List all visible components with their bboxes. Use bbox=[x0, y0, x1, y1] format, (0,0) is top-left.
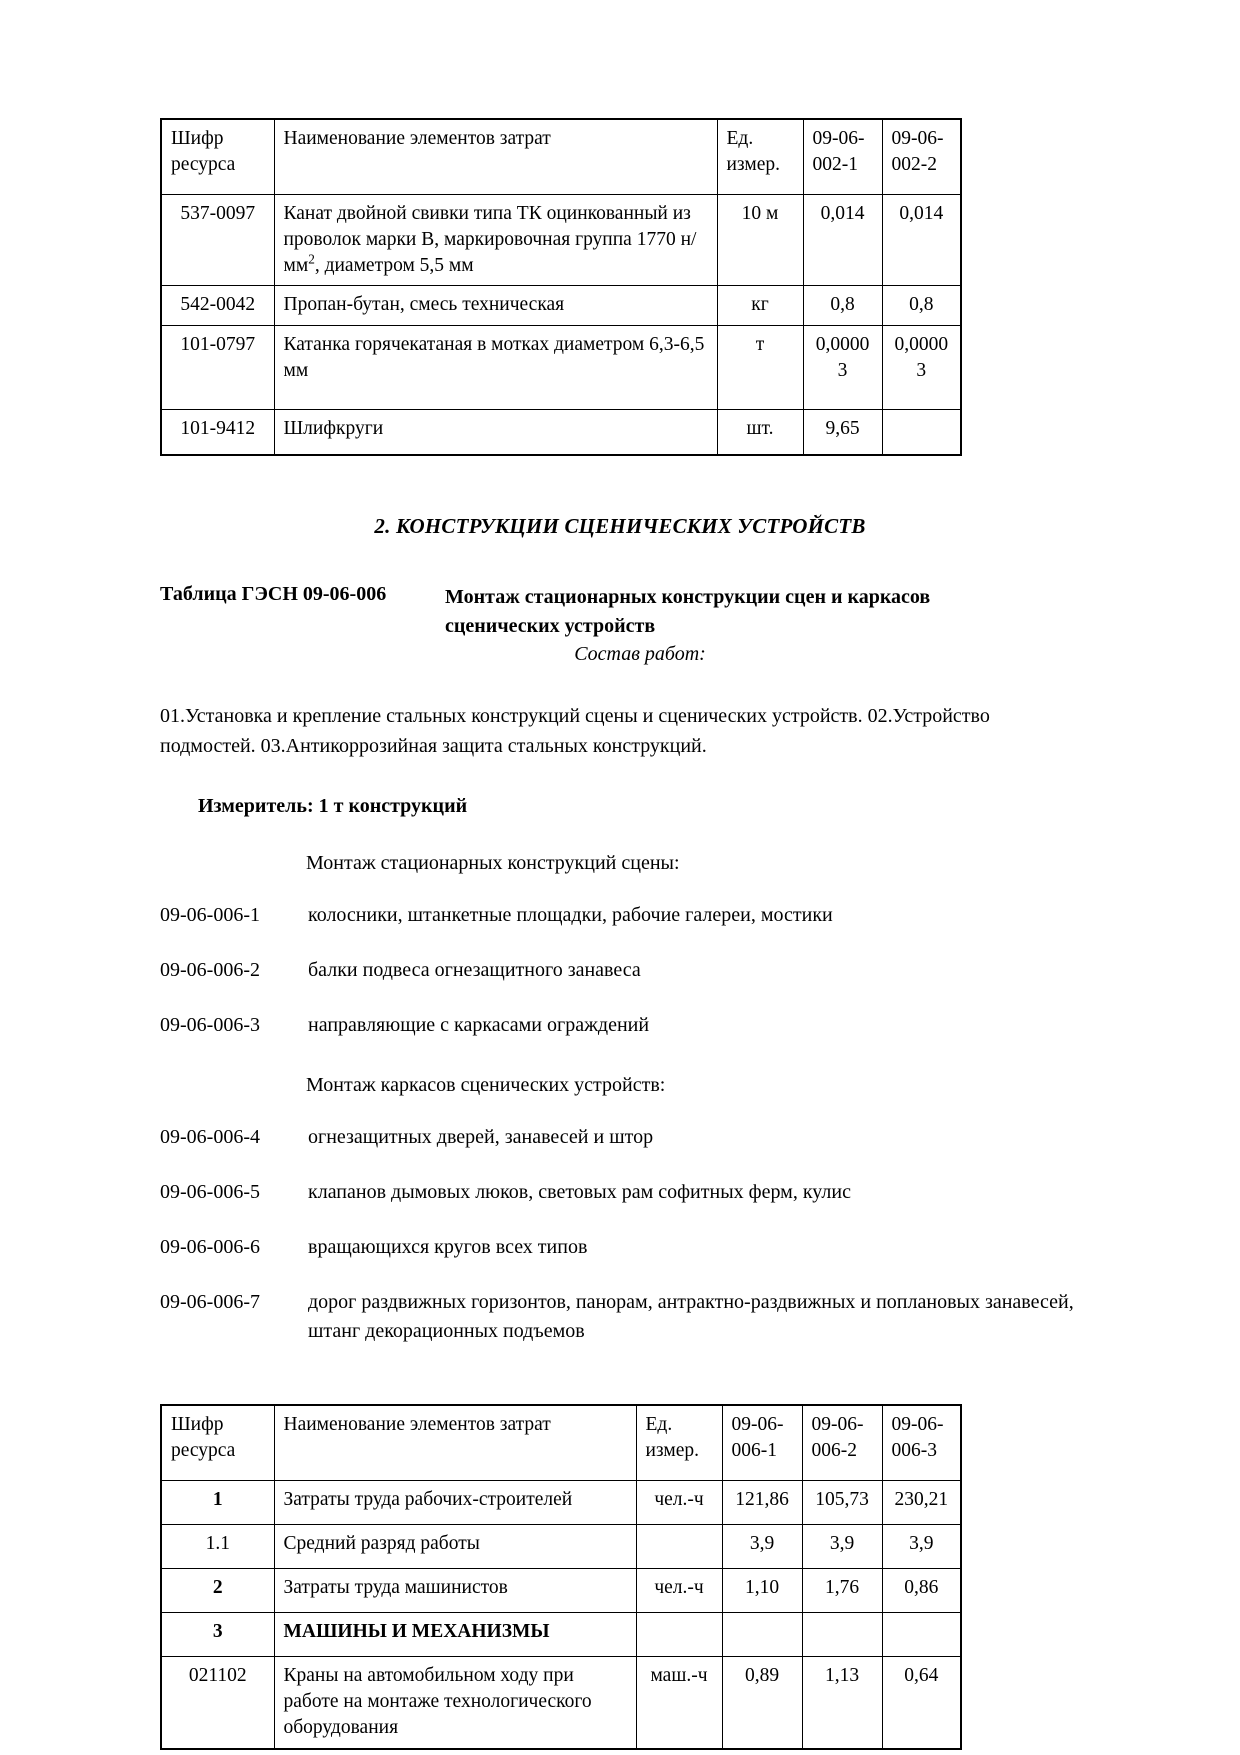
cell-name: МАШИНЫ И МЕХАНИЗМЫ bbox=[274, 1613, 636, 1657]
header-cell-unit bbox=[636, 1405, 722, 1481]
list-item bbox=[160, 1178, 1080, 1207]
table-row bbox=[161, 1657, 961, 1749]
table-row bbox=[161, 1481, 961, 1525]
izmeritel-label: Измеритель: 1 т конструкций bbox=[198, 795, 468, 818]
cell-unit: маш.-ч bbox=[636, 1657, 722, 1749]
header-cell-name: Наименование элементов затрат bbox=[274, 1405, 636, 1481]
list-item bbox=[160, 1288, 1080, 1346]
list-item-code: 09-06-006-6 bbox=[160, 1236, 260, 1259]
cell-value-1: 1,10 bbox=[722, 1569, 802, 1613]
table-header-row bbox=[161, 119, 961, 195]
header-col3-line2: 006-3 bbox=[891, 1440, 937, 1462]
table-block-title-line1: Монтаж стационарных конструкции сцен и каркасов bbox=[445, 586, 931, 608]
list-item-text: огнезащитных дверей, занавесей и штор bbox=[308, 1126, 654, 1149]
cell-unit: чел.-ч bbox=[636, 1481, 722, 1525]
list-item-code: 09-06-006-5 bbox=[160, 1181, 260, 1204]
cell-code: 1 bbox=[161, 1481, 274, 1525]
header-cell-unit bbox=[717, 119, 803, 195]
header-col1-line2: 002-1 bbox=[812, 154, 858, 176]
cell-value-1: 0,89 bbox=[722, 1657, 802, 1749]
header-code-line1: Шифр bbox=[171, 128, 224, 149]
list-item-text: направляющие с каркасами ограждений bbox=[308, 1014, 650, 1037]
header-col1-line1: 09-06- bbox=[731, 1414, 784, 1436]
table-row bbox=[161, 195, 961, 286]
list-item-text: дорог раздвижных горизонтов, панорам, антрактно-раздвижных и поплановых занавесей, штанг декорационных подъемов bbox=[308, 1291, 1074, 1343]
cell-name: Затраты труда рабочих-строителей bbox=[274, 1481, 636, 1525]
cell-value-1: 3,9 bbox=[722, 1525, 802, 1569]
cell-name: Пропан-бутан, смесь техническая bbox=[274, 286, 717, 325]
cell-code: 2 bbox=[161, 1569, 274, 1613]
cell-value-1: 0,014 bbox=[803, 195, 882, 286]
list-item bbox=[160, 1011, 1080, 1040]
header-cell-code bbox=[161, 1405, 274, 1481]
table-header-row bbox=[161, 1405, 961, 1481]
table-row bbox=[161, 1613, 961, 1657]
cell-unit: шт. bbox=[717, 409, 803, 455]
cell-name: Катанка горячекатаная в мотках диаметром 6,3-6,5 мм bbox=[274, 325, 717, 409]
cell-value-2: 1,13 bbox=[802, 1657, 882, 1749]
cell-value-3: 0,64 bbox=[882, 1657, 961, 1749]
cell-name: Краны на автомобильном ходу при работе на монтаже технологического оборудования bbox=[274, 1657, 636, 1749]
list-item bbox=[160, 901, 1080, 930]
cell-value-1: 0,00003 bbox=[803, 325, 882, 409]
header-code-line1: Шифр bbox=[171, 1414, 224, 1436]
cell-unit: 10 м bbox=[717, 195, 803, 286]
header-cell-col2 bbox=[882, 119, 961, 195]
list-item-text: балки подвеса огнезащитного занавеса bbox=[308, 959, 641, 982]
header-col3-line1: 09-06- bbox=[891, 1414, 944, 1436]
cell-name: Средний разряд работы bbox=[274, 1525, 636, 1569]
cell-value-3: 230,21 bbox=[882, 1481, 961, 1525]
cell-value-2 bbox=[802, 1613, 882, 1657]
table-row bbox=[161, 1525, 961, 1569]
header-cell-col3 bbox=[882, 1405, 961, 1481]
group-title-2: Монтаж каркасов сценических устройств: bbox=[306, 1074, 666, 1097]
cell-name-part2: , диаметром 5,5 мм bbox=[314, 255, 474, 277]
group-title-1: Монтаж стационарных конструкций сцены: bbox=[306, 852, 680, 875]
resource-table-09-06-002 bbox=[160, 118, 962, 456]
list-item bbox=[160, 956, 1080, 985]
cell-code: 101-9412 bbox=[161, 409, 274, 455]
cell-code: 537-0097 bbox=[161, 195, 274, 286]
header-cell-col1 bbox=[722, 1405, 802, 1481]
list-item-text: клапанов дымовых люков, световых рам софитных ферм, кулис bbox=[308, 1181, 851, 1204]
cell-value-1: 121,86 bbox=[722, 1481, 802, 1525]
cell-unit bbox=[636, 1613, 722, 1657]
header-col1-line1: 09-06- bbox=[812, 128, 865, 149]
header-unit-line1: Ед. bbox=[726, 128, 754, 149]
table-block-title-line2: сценических устройств bbox=[445, 615, 656, 637]
list-item-text: вращающихся кругов всех типов bbox=[308, 1236, 588, 1259]
list-item-code: 09-06-006-7 bbox=[160, 1291, 260, 1314]
cell-value-2 bbox=[882, 409, 961, 455]
list-item bbox=[160, 1233, 1080, 1262]
header-col2-line1: 09-06- bbox=[811, 1414, 864, 1436]
resource-table-09-06-006 bbox=[160, 1404, 962, 1749]
cell-unit: чел.-ч bbox=[636, 1569, 722, 1613]
header-cell-code bbox=[161, 119, 274, 195]
list-item-text: колосники, штанкетные площадки, рабочие галереи, мостики bbox=[308, 904, 833, 927]
cell-name: Затраты труда машинистов bbox=[274, 1569, 636, 1613]
header-cell-name: Наименование элементов затрат bbox=[274, 119, 717, 195]
header-unit-line2: измер. bbox=[726, 154, 780, 176]
cell-value-3: 0,86 bbox=[882, 1569, 961, 1613]
cell-value-3 bbox=[882, 1613, 961, 1657]
header-code-line2: ресурса bbox=[171, 1440, 236, 1462]
cell-unit: кг bbox=[717, 286, 803, 325]
header-cell-col2 bbox=[802, 1405, 882, 1481]
cell-name bbox=[274, 195, 717, 286]
cell-code: 542-0042 bbox=[161, 286, 274, 325]
cell-code: 021102 bbox=[161, 1657, 274, 1749]
list-item-code: 09-06-006-4 bbox=[160, 1126, 260, 1149]
cell-name: Шлифкруги bbox=[274, 409, 717, 455]
list-item-code: 09-06-006-2 bbox=[160, 959, 260, 982]
cell-value-2: 3,9 bbox=[802, 1525, 882, 1569]
cell-code: 3 bbox=[161, 1613, 274, 1657]
header-col1-line2: 006-1 bbox=[731, 1440, 777, 1462]
cell-code: 1.1 bbox=[161, 1525, 274, 1569]
cell-value-1: 0,8 bbox=[803, 286, 882, 325]
cell-value-2: 0,8 bbox=[882, 286, 961, 325]
table-row bbox=[161, 286, 961, 325]
section-title: 2. КОНСТРУКЦИИ СЦЕНИЧЕСКИХ УСТРОЙСТВ bbox=[374, 514, 866, 538]
cell-value-1 bbox=[722, 1613, 802, 1657]
header-col2-line2: 002-2 bbox=[891, 154, 937, 176]
cell-value-2: 105,73 bbox=[802, 1481, 882, 1525]
list-item-code: 09-06-006-3 bbox=[160, 1014, 260, 1037]
table-block-header bbox=[160, 583, 1080, 641]
list-item-code: 09-06-006-1 bbox=[160, 904, 260, 927]
table-block-label: Таблица ГЭСН 09-06-006 bbox=[160, 583, 387, 605]
table-row bbox=[161, 1569, 961, 1613]
header-cell-col1 bbox=[803, 119, 882, 195]
cell-value-2: 0,014 bbox=[882, 195, 961, 286]
header-col2-line2: 006-2 bbox=[811, 1440, 857, 1462]
sostav-rabot-label: Состав работ: bbox=[574, 643, 706, 665]
table-block-title bbox=[445, 583, 1080, 641]
header-code-line2: ресурса bbox=[171, 154, 236, 176]
table-row bbox=[161, 325, 961, 409]
cell-unit: т bbox=[717, 325, 803, 409]
cell-value-3: 3,9 bbox=[882, 1525, 961, 1569]
cell-value-2: 0,00003 bbox=[882, 325, 961, 409]
cell-unit bbox=[636, 1525, 722, 1569]
cell-code: 101-0797 bbox=[161, 325, 274, 409]
list-item bbox=[160, 1123, 1080, 1152]
spacer bbox=[160, 1346, 1080, 1404]
header-unit-line1: Ед. bbox=[645, 1414, 673, 1436]
cell-name-superscript: 2 bbox=[308, 251, 315, 267]
cell-name-part1: Канат двойной свивки типа ТК оцинкованный из проволок марки В, маркировочная группа 1770 н/мм bbox=[283, 203, 697, 277]
works-composition-text: 01.Установка и крепление стальных конструкций сцены и сценических устройств. 02.Устройство подмостей. 03.Антикоррозийная защита стальных конструкций. bbox=[160, 705, 990, 757]
cell-value-2: 1,76 bbox=[802, 1569, 882, 1613]
header-col2-line1: 09-06- bbox=[891, 128, 944, 149]
cell-value-1: 9,65 bbox=[803, 409, 882, 455]
table-row bbox=[161, 409, 961, 455]
header-unit-line2: измер. bbox=[645, 1440, 699, 1462]
